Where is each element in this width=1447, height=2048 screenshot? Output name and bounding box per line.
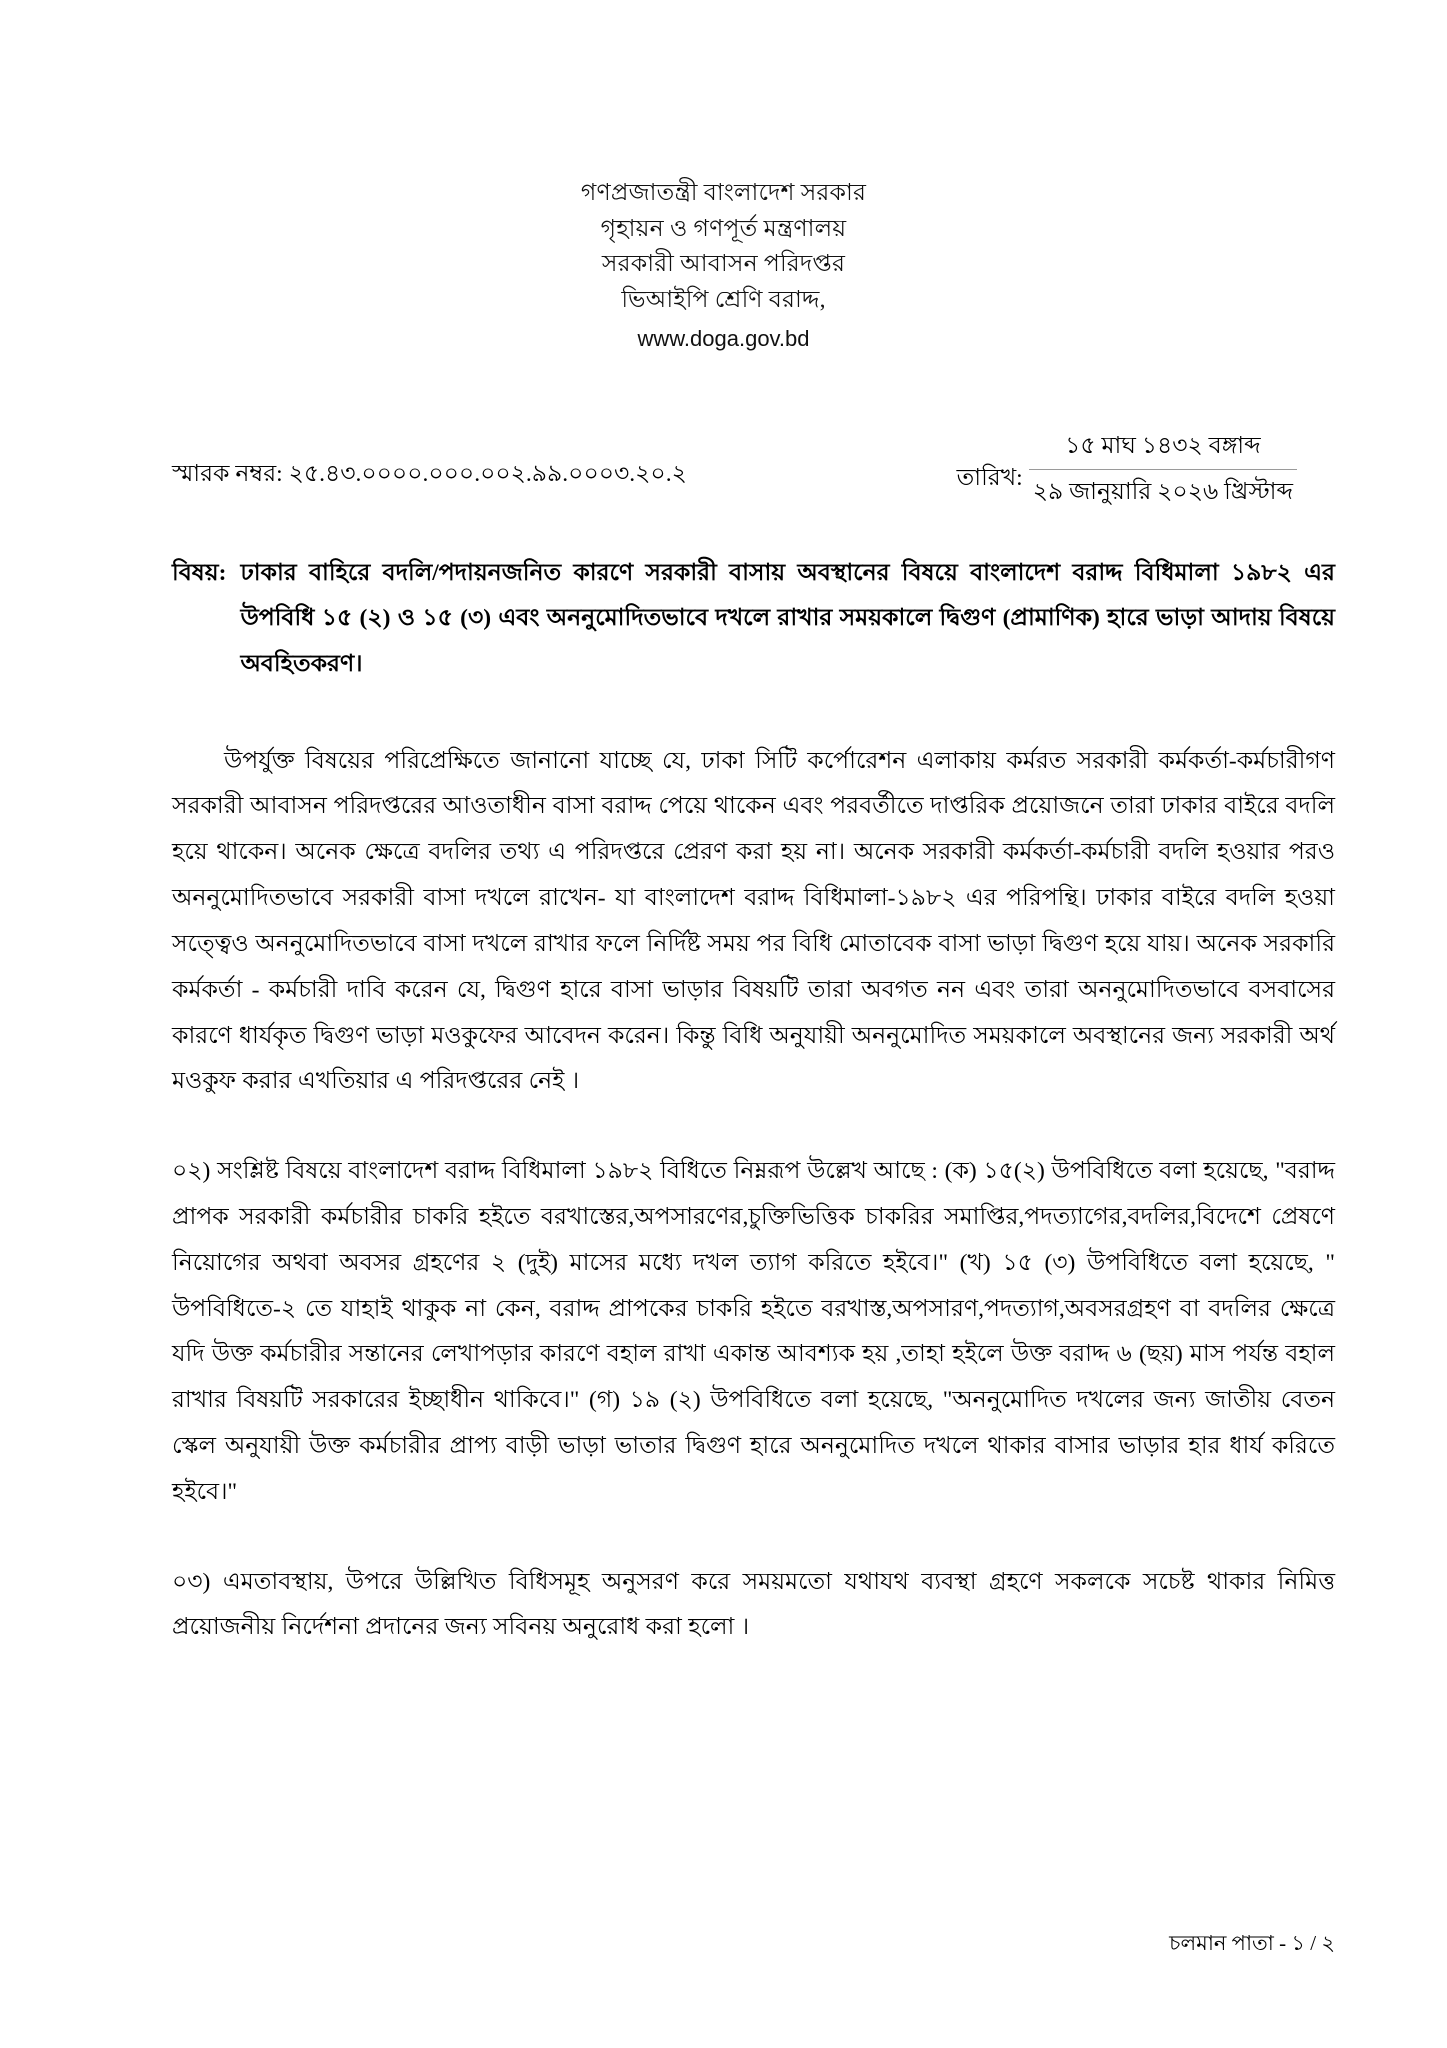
- subject-line: [172, 551, 1335, 686]
- memo-number-label: স্মারক নম্বর:: [172, 461, 283, 488]
- memo-number: [172, 455, 687, 494]
- section-name: ভিআইপি শ্রেণি বরাদ্দ,: [621, 287, 826, 314]
- department-name: সরকারী আবাসন পরিদপ্তর: [601, 251, 846, 278]
- letterhead: [0, 0, 1447, 355]
- date-values: [1029, 427, 1297, 512]
- paragraph-1: উপর্যুক্ত বিষয়ের পরিপ্রেক্ষিতে জানানো যাচ্ছে যে, ঢাকা সিটি কর্পোরেশন এলাকায় কর্মরত সরকারী কর্মকর্তা-কর্মচারীগণ সরকারী আবাসন পরিদপ্তরের আওতাধীন বাসা বরাদ্দ পেয়ে থাকেন এবং পরবর্তীতে দাপ্তরিক প্রয়োজনে তারা ঢাকার বাইরে বদলি হয়ে থাকেন। অনেক ক্ষেত্রে বদলির তথ্য এ পরিদপ্তরে প্রেরণ করা হয় না। অনেক সরকারী কর্মকর্তা-কর্মচারী বদলি হওয়ার পরও অননুমোদিতভাবে সরকারী বাসা দখলে রাখেন- যা বাংলাদেশ বরাদ্দ বিধিমালা-১৯৮২ এর পরিপন্থি। ঢাকার বাইরে বদলি হওয়া সত্ত্বেও অননুমোদিতভাবে বাসা দখলে রাখার ফলে নির্দিষ্ট সময় পর বিধি মোতাবেক বাসা ভাড়া দ্বিগুণ হয়ে যায়। অনেক সরকারি কর্মকর্তা - কর্মচারী দাবি করেন যে, দ্বিগুণ হারে বাসা ভাড়ার বিষয়টি তারা অবগত নন এবং তারা অননুমোদিতভাবে বসবাসের কারণে ধার্যকৃত দ্বিগুণ ভাড়া মওকুফের আবেদন করেন। কিন্তু বিধি অনুযায়ী অননুমোদিত সময়কালে অবস্থানের জন্য সরকারী অর্থ মওকুফ করার এখতিয়ার এ পরিদপ্তরের নেই ।: [172, 747, 1336, 1095]
- ministry-name: গৃহায়ন ও গণপূর্ত মন্ত্রণালয়: [600, 215, 847, 242]
- date-gregorian: ২৯ জানুয়ারি ২০২৬ খ্রিস্টাব্দ: [1032, 479, 1293, 506]
- memo-meta-row: [0, 427, 1447, 505]
- website-url: www.doga.gov.bd: [637, 325, 810, 351]
- government-name: গণপ্রজাতন্ত্রী বাংলাদেশ সরকার: [580, 180, 867, 206]
- document-body: [172, 739, 1335, 1652]
- date-label: তারিখ:: [956, 465, 1023, 492]
- paragraph-2: ০২) সংশ্লিষ্ট বিষয়ে বাংলাদেশ বরাদ্দ বিধিমালা ১৯৮২ বিধিতে নিম্নরূপ উল্লেখ আছে : (ক) ১৫(২) উপবিধিতে বলা হয়েছে, "বরাদ্দ প্রাপক সরকারী কর্মচারীর চাকরি হইতে বরখাস্তের,অপসারণের,চুক্তিভিত্তিক চাকরির সমাপ্তির,পদত্যাগের,বদলির,বিদেশে প্রেষণে নিয়োগের অথবা অবসর গ্রহণের ২ (দুই) মাসের মধ্যে দখল ত্যাগ করিতে হইবে।" (খ) ১৫ (৩) উপবিধিতে বলা হয়েছে, " উপবিধিতে-২ তে যাহাই থাকুক না কেন, বরাদ্দ প্রাপকের চাকরি হইতে বরখাস্ত,অপসারণ,পদত্যাগ,অবসরগ্রহণ বা বদলির ক্ষেত্রে যদি উক্ত কর্মচারীর সন্তানের লেখাপড়ার কারণে বহাল রাখা একান্ত আবশ্যক হয় ,তাহা হইলে উক্ত বরাদ্দ ৬ (ছয়) মাস পর্যন্ত বহাল রাখার বিষয়টি সরকারের ইচ্ছাধীন থাকিবে।" (গ) ১৯ (২) উপবিধিতে বলা হয়েছে, "অননুমোদিত দখলের জন্য জাতীয় বেতন স্কেল অনুযায়ী উক্ত কর্মচারীর প্রাপ্য বাড়ী ভাড়া ভাতার দ্বিগুণ হারে অননুমোদিত দখলে থাকার বাসার ভাড়ার হার ধার্য করিতে হইবে।": [172, 1158, 1335, 1505]
- subject-text: ঢাকার বাহিরে বদলি/পদায়নজনিত কারণে সরকারী বাসায় অবস্থানের বিষয়ে বাংলাদেশ বরাদ্দ বিধিমালা ১৯৮২ এর উপবিধি ১৫ (২) ও ১৫ (৩) এবং অননুমোদিতভাবে দখলে রাখার সময়কালে দ্বিগুণ (প্রামাণিক) হারে ভাড়া আদায় বিষয়ে অবহিতকরণ।: [240, 560, 1335, 677]
- paragraph-3: ০৩) এমতাবস্থায়, উপরে উল্লিখিত বিধিসমূহ অনুসরণ করে সময়মতো যথাযথ ব্যবস্থা গ্রহণে সকলকে সচেষ্ট থাকার নিমিত্ত প্রয়োজনীয় নির্দেশনা প্রদানের জন্য সবিনয় অনুরোধ করা হলো ।: [172, 1568, 1335, 1641]
- memo-number-value: ২৫.৪৩.০০০০.০০০.০০২.৯৯.০০০৩.২০.২: [288, 461, 687, 488]
- date-bangla: ১৫ মাঘ ১৪৩২ বঙ্গাব্দ: [1065, 433, 1261, 460]
- date-block: [957, 427, 1297, 512]
- subject-label: বিষয়:: [172, 560, 227, 587]
- page-continuation-note: চলমান পাতা - ১ / ২: [1169, 1931, 1335, 1955]
